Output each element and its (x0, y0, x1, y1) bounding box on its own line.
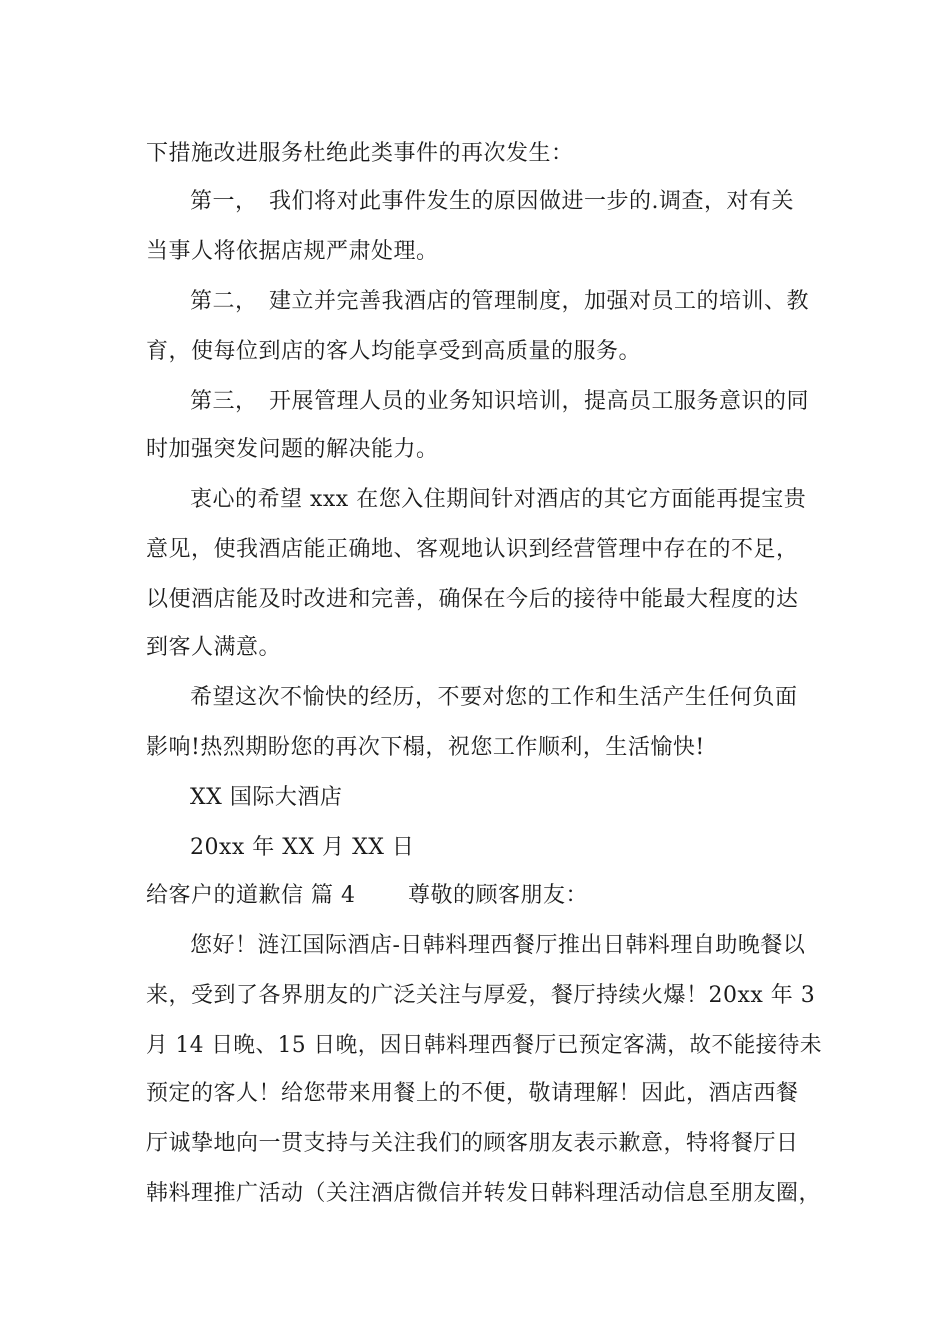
text-line: 韩料理推广活动（关注酒店微信并转发日韩料理活动信息至朋友圈， (146, 1181, 822, 1206)
text-line: 衷心的希望 xxx 在您入住期间针对酒店的其它方面能再提宝贵 (190, 487, 807, 512)
text-line: 月 14 日晚、15 日晚，因日韩料理西餐厅已预定客满，故不能接待未 (146, 1033, 823, 1058)
text-line: 来，受到了各界朋友的广泛关注与厚爱，餐厅持续火爆！20xx 年 3 (146, 983, 816, 1008)
text-line: 当事人将依据店规严肃处理。 (146, 239, 439, 264)
text-line: 预定的客人！给您带来用餐上的不便，敬请理解！因此，酒店西餐 (146, 1081, 799, 1106)
text-line: 育，使每位到店的客人均能享受到高质量的服务。 (146, 339, 642, 364)
text-line: 以便酒店能及时改进和完善，确保在今后的接待中能最大程度的达 (146, 587, 799, 612)
text-line: 第三， 开展管理人员的业务知识培训，提高员工服务意识的同 (190, 389, 810, 414)
signature-hotel-name: XX 国际大酒店 (190, 785, 343, 810)
text-line: 厅诚挚地向一贯支持与关注我们的顾客朋友表示歉意，特将餐厅日 (146, 1131, 799, 1156)
section-heading: 给客户的道歉信 篇 4 尊敬的顾客朋友： (146, 883, 588, 908)
text-line: 希望这次不愉快的经历，不要对您的工作和生活产生任何负面 (190, 685, 798, 710)
text-line: 您好！涟江国际酒店-日韩料理西餐厅推出日韩料理自助晚餐以 (190, 933, 806, 958)
text-line: 时加强突发问题的解决能力。 (146, 437, 439, 462)
text-line: 意见，使我酒店能正确地、客观地认识到经营管理中存在的不足， (146, 537, 799, 562)
text-line: 到客人满意。 (146, 635, 282, 660)
text-line: 第二， 建立并完善我酒店的管理制度，加强对员工的培训、教 (190, 289, 810, 314)
text-line: 第一， 我们将对此事件发生的原因做进一步的.调查，对有关 (190, 189, 794, 214)
text-line: 影响!热烈期盼您的再次下榻，祝您工作顺利，生活愉快! (146, 735, 705, 760)
text-line: 下措施改进服务杜绝此类事件的再次发生： (146, 141, 574, 166)
signature-date: 20xx 年 XX 月 XX 日 (190, 835, 415, 860)
